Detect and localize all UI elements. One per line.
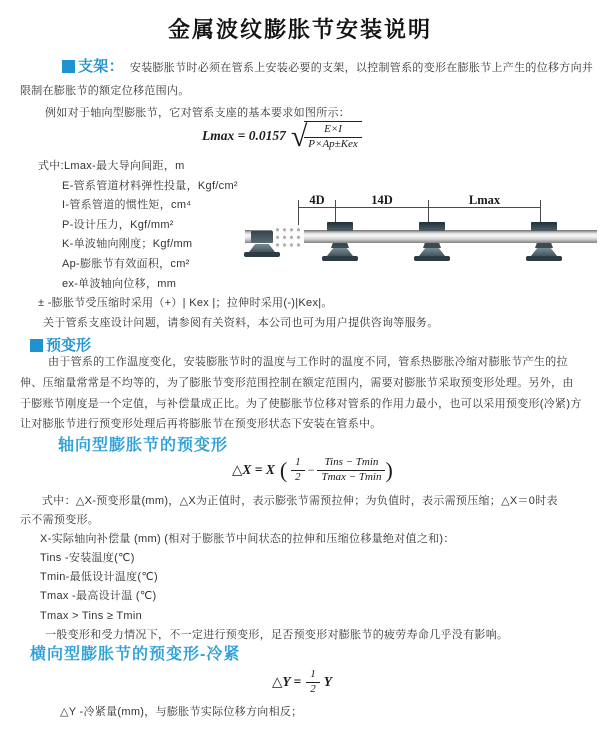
support-line-3: 例如对于轴向型膨胀节，它对管系支座的基本要求如图所示：: [45, 107, 351, 119]
formula-lmax-lhs: Lmax = 0.0157: [202, 127, 286, 143]
text-line: Tmax -最高设计温 (℃): [40, 590, 157, 603]
minus-sign: −: [307, 462, 315, 477]
axial-subheading: 轴向型膨胀节的预变形: [58, 437, 229, 454]
text-line: 式中：△X-预变形量(mm)，△X为正值时，表示膨张节需预拉伸；为负值时，表示需预压缩；△X＝0时表: [42, 495, 558, 507]
var-line: I-管系管道的惯性矩，cm⁴: [62, 199, 192, 212]
section-square-icon: [30, 339, 43, 352]
support-base: [526, 256, 562, 261]
dim-label-4d: 4D: [309, 193, 325, 207]
section-square-icon: [62, 60, 75, 73]
formula-lateral-numerator: 1: [306, 668, 320, 683]
text-line: 示不需预变形。: [20, 514, 100, 527]
formula-lateral-denominator: 2: [310, 682, 316, 695]
pipe-guide: [322, 196, 358, 266]
lateral-subheading: 横向型膨胀节的预变形-冷紧: [30, 646, 241, 663]
support-cap: [327, 222, 353, 231]
text-line: 由于管系的工作温度变化，安装膨胀节时的温度与工作时的温度不同，管系热膨胀冷缩对膨胀节产生的拉: [48, 356, 568, 368]
text-line: Tmin-最低设计温度(℃): [40, 571, 158, 584]
text-line: 于膨账节刚度是一个定值，与补偿量成正比。为了使膨胀节位移对管系的作用力最小，也可以采用预变形(冷紧)方: [20, 397, 582, 410]
var-line: ex-单波轴向位移，mm: [62, 277, 177, 290]
lateral-definition-line: △Y -冷紧量(mm)，与膨胀节实际位移方向相反；: [60, 706, 303, 718]
section-heading: 支架：: [78, 58, 124, 75]
support-clamp: [423, 243, 441, 248]
support-pedestal: [249, 244, 275, 252]
pipe-guide: [526, 196, 562, 266]
axial-definitions: [0, 492, 600, 645]
support-clamp: [535, 243, 553, 248]
support-pedestal: [531, 248, 557, 256]
support-cap: [419, 222, 445, 231]
text-line: 伸、压缩量常常是不均等的，为了膨胀节变形范围控制在额定范围内，需要对膨胀节采取预变形处理。另外，由: [20, 376, 574, 389]
text-line: X-实际轴向补偿量 (mm) (相对于膨胀节中间状态的拉伸和压缩位移量绝对值之和)：: [40, 533, 455, 546]
support-pedestal: [419, 248, 445, 256]
anchor-block: [251, 231, 273, 243]
radical-icon: √: [290, 119, 308, 153]
formula-axial: [232, 456, 393, 485]
support-line-2: 限制在膨胀节的额定位移范围内。: [20, 84, 190, 97]
support-base: [244, 252, 280, 257]
text-line: [20, 56, 595, 80]
formula-lateral-rhs: Y: [323, 673, 332, 689]
var-line: P-设计压力，Kgf/mm²: [62, 218, 174, 231]
support-base: [414, 256, 450, 261]
formula-lateral: [272, 668, 337, 697]
formula-lmax-numerator: E×I: [304, 123, 362, 138]
var-line: Ap-膨胀节有效面积，cm²: [62, 257, 190, 270]
dim-label-14d: 14D: [371, 193, 393, 207]
formula-axial-numerator: Tins − Tmin: [317, 456, 385, 471]
text-line: 一般变形和受力情况下，不一定进行预变形，足否预变形对膨胀节的疲劳寿命几乎没有影响。: [45, 628, 509, 641]
close-paren: ): [385, 457, 393, 483]
var-line: 关于管系支座设计问题，请参阅有关资料，本公司也可为用户提供咨询等服务。: [43, 316, 439, 329]
page-title: 金属波纹膨胀节安装说明: [167, 17, 432, 42]
pipe-support-diagram: [245, 193, 597, 266]
half-denominator: 2: [295, 470, 301, 483]
text-line: Tins -安装温度(℃): [40, 552, 135, 565]
predeform-heading: 预变形: [46, 337, 92, 354]
formula-lateral-lhs: △Y =: [272, 673, 302, 689]
support-section: [20, 56, 595, 125]
var-line: 式中:Lmax-最大导向间距，m: [38, 160, 185, 172]
support-line-1: 安装膨胀节时必须在管系上安装必要的支架，以控制管系的变形在膨胀节上产生的位移方向并: [129, 62, 594, 74]
formula-lmax-denominator: P×Ap±Kex: [308, 137, 358, 150]
half-numerator: 1: [291, 456, 305, 471]
support-clamp: [331, 243, 349, 248]
support-cap: [531, 222, 557, 231]
predeform-paragraph: [20, 352, 595, 435]
var-line: ± -膨胀节受压缩时采用（+）| Kex |；拉伸时采用(-)|Kex|。: [38, 297, 333, 310]
formula-lmax: [202, 121, 362, 152]
dim-label-lmax: Lmax: [468, 193, 501, 207]
var-line: E-管系管道材料弹性投量，Kgf/cm²: [62, 179, 238, 192]
pipe-anchor: [244, 196, 280, 266]
text-line: 让对膨胀节进行预变形处理后再将膨胀节在预变形状态下安装在管系中。: [20, 418, 382, 431]
support-pedestal: [327, 248, 353, 256]
support-base: [322, 256, 358, 261]
formula-axial-lhs: △X = X: [232, 461, 275, 477]
pipe-guide: [414, 196, 450, 266]
var-line: K-单波轴向刚度；Kgf/mm: [62, 238, 193, 251]
open-paren: (: [279, 457, 288, 483]
text-line: Tmax > Tins ≥ Tmin: [40, 609, 143, 622]
formula-axial-denominator: Tmax − Tmin: [321, 470, 382, 483]
